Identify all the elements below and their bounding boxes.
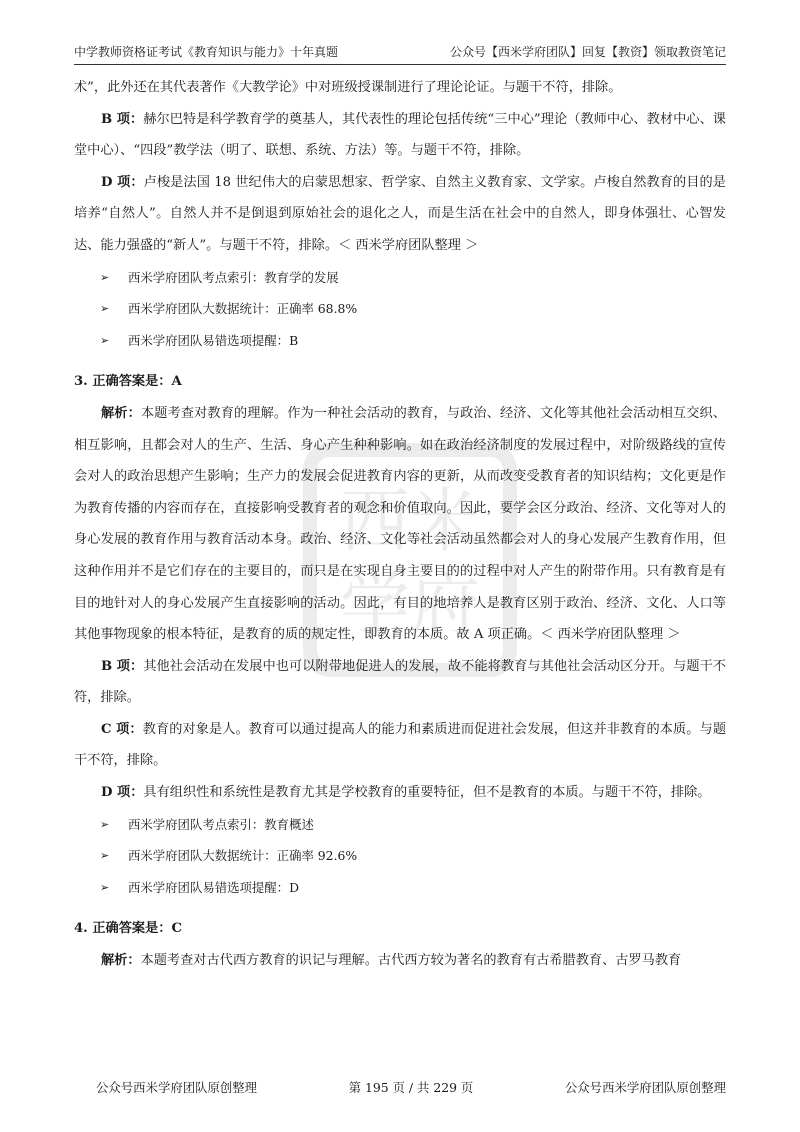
page-footer [96,1078,726,1096]
arrow-bullet-icon: ➢ [100,849,110,863]
bullet-text: 西米学府团队考点索引：教育学的发展 [128,269,339,285]
analysis-text: 本题考查对古代西方教育的识记与理解。古代西方较为著名的教育有古希腊教育、古罗马教育 [140,953,682,969]
svg-text:学府: 学府 [340,565,480,647]
arrow-bullet-icon: ➢ [100,817,110,831]
option-text: 教育的对象是人。教育可以通过提高人的能力和素质进而促进社会发展，但这并非教育的本质。与题干不符，排除。 [74,721,727,769]
page-number: 第 195 页 / 共 229 页 [348,1080,474,1095]
svg-text:西米: 西米 [340,480,480,562]
bullet-text: 西米学府团队大数据统计：正确率 68.8% [128,301,358,317]
analysis-label: 解析： [101,953,141,969]
page-header [74,38,726,65]
question-4-analysis [74,945,726,977]
arrow-bullet-icon: ➢ [100,880,110,894]
bullet-text: 西米学府团队易错选项提醒：D [128,879,300,895]
option-text: 赫尔巴特是科学教育学的奠基人，其代表性的理论包括传统“三中心”理论（教师中心、教材中心、课堂中心）、“四段”教学法（明了、联想、系统、方法）等。与题干不符，排除。 [74,111,726,159]
bullet-item [74,872,726,904]
question-3-analysis [74,398,726,651]
bullet-text: 西米学府团队考点索引：教育概述 [128,816,314,832]
question-4-answer-heading: 4. 正确答案是：C [74,921,182,937]
bullet-text: 西米学府团队易错选项提醒：B [128,332,299,348]
option-d-paragraph [74,777,726,809]
footer-left: 公众号西米学府团队原创整理 [96,1080,258,1095]
paragraph: 术”，此外还在其代表著作《大教学论》中对班级授课制进行了理论论证。与题干不符，排除。 [74,80,622,95]
arrow-bullet-icon: ➢ [100,302,110,316]
option-d-paragraph [74,167,726,262]
bullet-item [74,840,726,872]
option-label: D 项： [101,174,144,190]
arrow-bullet-icon: ➢ [100,333,110,347]
question-3-answer-heading: 3. 正确答案是：A [74,374,182,390]
document-body [74,72,726,977]
bullet-item [74,262,726,294]
option-text: 卢梭是法国 18 世纪伟大的启蒙思想家、哲学家、自然主义教育家、文学家。卢梭自然教育的目的是培养“自然人”。自然人并不是倒退到原始社会的退化之人，而是生活在社会中的自然人，即身体强壮、心智发达、能力强盛的“新人”。与题干不符，排除。＜ 西米学府团队整理 ＞ [74,174,726,253]
bullet-item [74,293,726,325]
header-left-title: 中学教师资格证考试《教育知识与能力》十年真题 [74,45,339,59]
analysis-text: 本题考查对教育的理解。作为一种社会活动的教育，与政治、经济、文化等其他社会活动相互交织、相互影响，且都会对人的生产、生活、身心产生种种影响。如在政治经济制度的发展过程中，对阶级路线的宣传会对人的政治思想产生影响；生产力的发展会促进教育内容的更新，从而改变受教育者的知识结构；文化更是作为教育传播的内容而存在，直接影响受教育者的观念和价值取向。因此，要学会区分政治、经济、文化等对人的身心发展的教育作用与教育活动本身。政治、经济、文化等社会活动虽然都会对人的身心发展产生教育作用，但这种作用并不是它们存在的主要目的，而只是在实现自身主要目的的过程中对人产生的附带作用。只有教育是有目的地针对人的身心发展产生直接影响的活动。因此，有目的地培养人是教育区别于政治、经济、文化、人口等其他事物现象的根本特征，是教育的质的规定性，即教育的本质。故 A 项正确。＜ 西米学府团队整理 ＞ [74,405,727,643]
option-label: D 项： [101,785,144,801]
option-label: B 项： [101,658,144,674]
option-b-paragraph [74,104,726,167]
option-c-paragraph [74,714,726,777]
option-text: 其他社会活动在发展中也可以附带地促进人的发展，故不能将教育与其他社会活动区分开。与题干不符，排除。 [74,658,726,706]
option-text: 具有组织性和系统性是教育尤其是学校教育的重要特征，但不是教育的本质。与题干不符，排除。 [143,785,711,801]
footer-right: 公众号西米学府团队原创整理 [564,1080,726,1095]
analysis-label: 解析： [101,405,141,421]
bullet-item [74,809,726,841]
bullet-item [74,325,726,357]
option-label: B 项： [101,111,144,127]
header-right-note: 公众号【西米学府团队】回复【教资】领取教资笔记 [449,45,726,59]
bullet-text: 西米学府团队大数据统计：正确率 92.6% [128,848,358,864]
option-label: C 项： [101,721,143,737]
arrow-bullet-icon: ➢ [100,270,110,284]
option-b-paragraph [74,651,726,714]
